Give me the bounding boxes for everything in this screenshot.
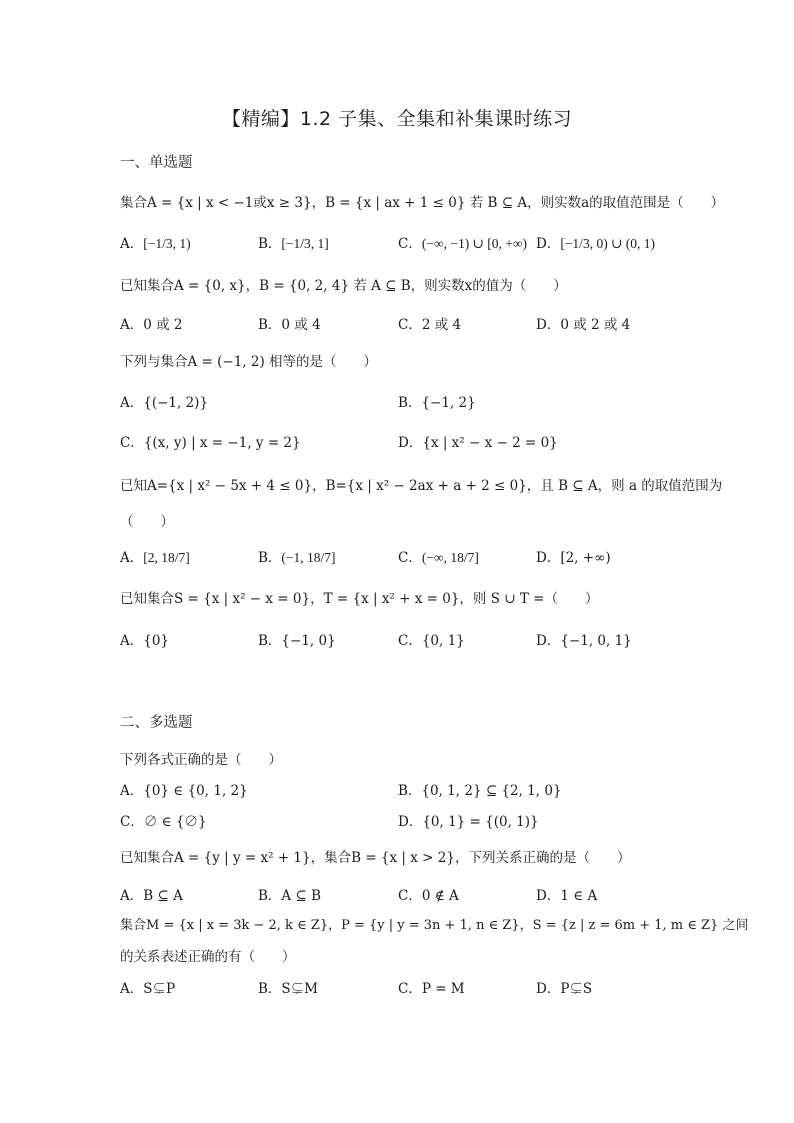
q2-option-d: D．0 或 2 或 4 — [536, 317, 631, 333]
question-4-continuation: （ ） — [120, 514, 174, 530]
q3-option-a: A．{(−1, 2)} — [120, 395, 209, 411]
q1-option-c: C．(−∞, −1) ∪ [0, +∞) — [398, 236, 527, 252]
q4-option-a: A．[2, 18/7] — [120, 550, 190, 566]
question-6: 下列各式正确的是（ ） — [120, 752, 282, 768]
question-3: 下列与集合A = (−1, 2) 相等的是（ ） — [120, 354, 378, 370]
q8-option-d: D．P⊊S — [536, 981, 593, 997]
question-7: 已知集合A = {y | y = x² + 1}，集合B = {x | x > 2}，下列关系正确的是（ ） — [120, 850, 631, 866]
q7-option-c: C．0 ∉ A — [398, 888, 459, 904]
q2-option-c: C．2 或 4 — [398, 317, 462, 333]
q2-option-a: A．0 或 2 — [120, 317, 183, 333]
q7-option-b: B．A ⊆ B — [258, 888, 321, 904]
section-multiple-choice: 二、多选题 — [120, 715, 193, 731]
question-1: 集合A = {x | x < −1或x ≥ 3}，B = {x | ax + 1 ≤ 0} 若 B ⊆ A，则实数a的取值范围是（ ） — [120, 195, 725, 211]
q4-option-b: B．(−1, 18/7] — [258, 550, 336, 566]
section-single-choice: 一、单选题 — [120, 155, 193, 171]
page-title: 【精编】1.2 子集、全集和补集课时练习 — [221, 108, 573, 130]
q4-option-d: D．[2, +∞) — [536, 550, 611, 566]
q5-option-a: A．{0} — [120, 633, 170, 649]
q6-option-d: D．{0, 1} = {(0, 1)} — [398, 814, 539, 830]
question-8: 集合M = {x | x = 3k − 2, k ∈ Z}，P = {y | y = 3n + 1, n ∈ Z}，S = {z | z = 6m + 1, m ∈ Z} 之间 — [120, 918, 749, 933]
q5-option-b: B．{−1, 0} — [258, 633, 336, 649]
q1-option-a: A．[−1/3, 1) — [120, 236, 191, 252]
q1-option-b: B．[−1/3, 1] — [258, 236, 329, 252]
q7-option-d: D．1 ∈ A — [536, 888, 598, 904]
q8-option-b: B．S⊊M — [258, 981, 318, 997]
q2-option-b: B．0 或 4 — [258, 317, 321, 333]
question-2: 已知集合A = {0, x}，B = {0, 2, 4} 若 A ⊆ B，则实数x的值为（ ） — [120, 278, 567, 294]
q6-option-a: A．{0} ∈ {0, 1, 2} — [120, 783, 248, 799]
q5-option-d: D．{−1, 0, 1} — [536, 633, 632, 649]
q7-option-a: A．B ⊆ A — [120, 888, 183, 904]
q8-option-a: A．S⊊P — [120, 981, 176, 997]
question-8-continuation: 的关系表述正确的有（ ） — [120, 949, 296, 965]
q6-option-c: C．∅ ∈ {∅} — [120, 814, 207, 830]
q3-option-b: B．{−1, 2} — [398, 395, 476, 411]
q3-option-d: D．{x | x² − x − 2 = 0} — [398, 435, 558, 451]
question-5: 已知集合S = {x | x² − x = 0}，T = {x | x² + x = 0}，则 S ∪ T =（ ） — [120, 591, 599, 607]
q8-option-c: C．P = M — [398, 981, 465, 997]
q1-option-d: D．[−1/3, 0) ∪ (0, 1) — [536, 236, 655, 252]
question-4: 已知A={x | x² − 5x + 4 ≤ 0}，B={x | x² − 2ax + a + 2 ≤ 0}，且 B ⊆ A，则 a 的取值范围为 — [120, 478, 723, 494]
q3-option-c: C．{(x, y) | x = −1, y = 2} — [120, 435, 301, 451]
q6-option-b: B．{0, 1, 2} ⊆ {2, 1, 0} — [398, 783, 562, 799]
q5-option-c: C．{0, 1} — [398, 633, 465, 649]
q4-option-c: C．(−∞, 18/7] — [398, 550, 479, 566]
